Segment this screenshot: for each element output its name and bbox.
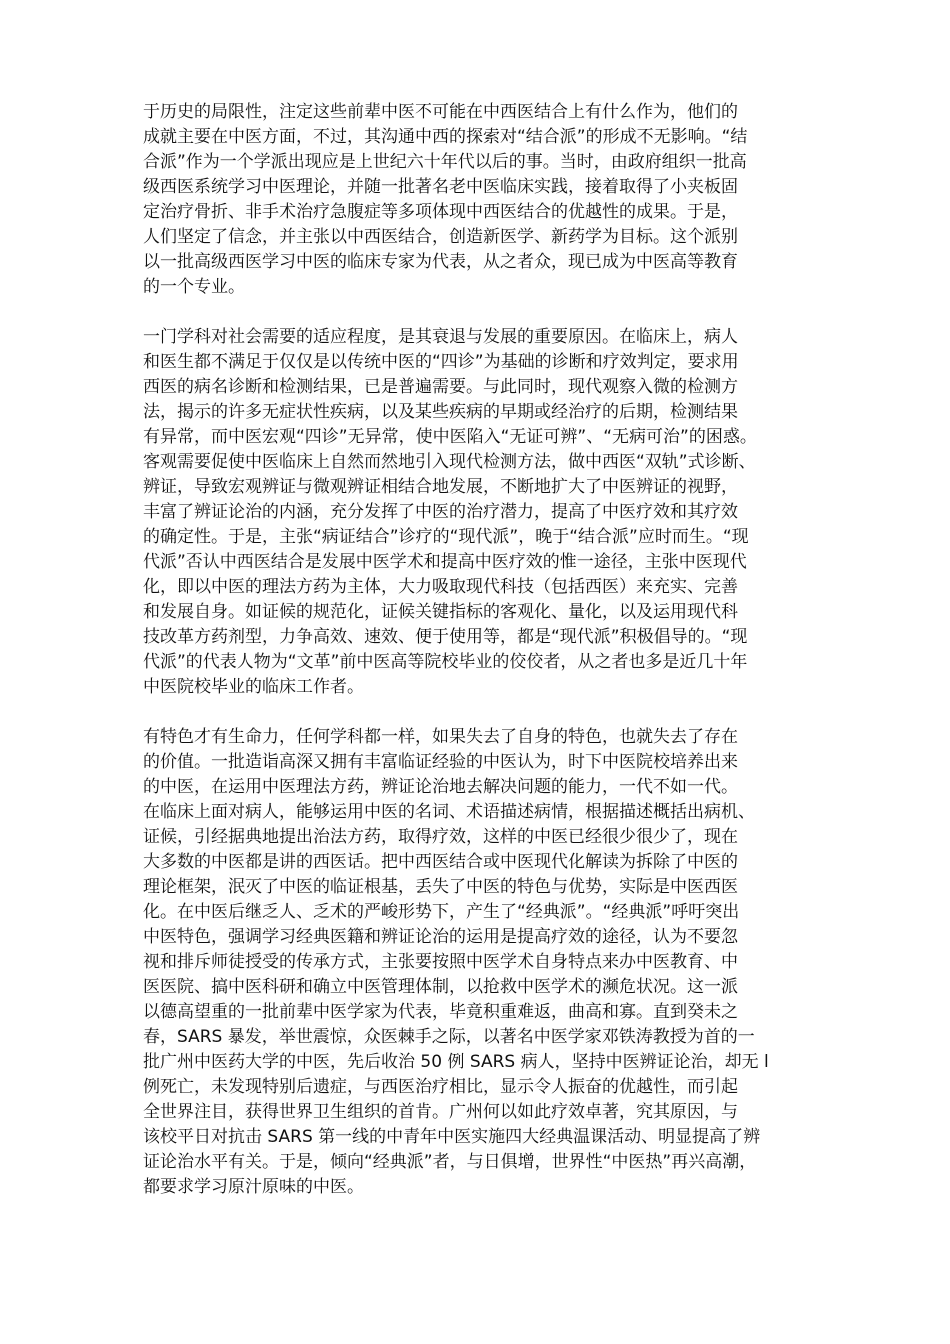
text-line: 以德高望重的一批前辈中医学家为代表，毕竟积重难返，曲高和寡。直到癸未之 bbox=[143, 1002, 738, 1022]
text-line: 春，SARS 暴发，举世震惊，众医棘手之际，以著名中医学家邓铁涛教授为首的一 bbox=[143, 1027, 755, 1047]
text-line: 大多数的中医都是讲的西医话。把中西医结合或中医现代化解读为拆除了中医的 bbox=[143, 852, 738, 872]
text-line: 批广州中医药大学的中医，先后收治 50 例 SARS 病人，坚持中医辨证论治，却无 l bbox=[143, 1052, 769, 1072]
text-line: 中医特色，强调学习经典医籍和辨证论治的运用是提高疗效的途径，认为不要忽 bbox=[143, 927, 738, 947]
paragraph bbox=[143, 100, 828, 300]
text-line: 的中医，在运用中医理法方药，辨证论治地去解决问题的能力，一代不如一代。 bbox=[143, 777, 738, 797]
text-line: 全世界注目，获得世界卫生组织的首肯。广州何以如此疗效卓著，究其原因，与 bbox=[143, 1102, 738, 1122]
text-line: 客观需要促使中医临床上自然而然地引入现代检测方法，做中西医“双轨”式诊断、 bbox=[143, 452, 756, 472]
document-body bbox=[143, 100, 828, 1225]
text-line: 和发展自身。如证候的规范化，证候关键指标的客观化、量化，以及运用现代科 bbox=[143, 602, 738, 622]
text-line: 代派”的代表人物为“文革”前中医高等院校毕业的佼佼者，从之者也多是近几十年 bbox=[143, 652, 748, 672]
text-line: 的一个专业。 bbox=[143, 277, 245, 297]
text-line: 成就主要在中医方面，不过，其沟通中西的探索对“结合派”的形成不无影响。“结 bbox=[143, 127, 748, 147]
text-line: 级西医系统学习中医理论，并随一批著名老中医临床实践，接着取得了小夹板固 bbox=[143, 177, 738, 197]
text-line: 的价值。一批造诣高深又拥有丰富临证经验的中医认为，时下中医院校培养出来 bbox=[143, 752, 738, 772]
text-line: 视和排斥师徒授受的传承方式，主张要按照中医学术自身特点来办中医教育、中 bbox=[143, 952, 738, 972]
paragraph bbox=[143, 325, 828, 700]
text-line: 以一批高级西医学习中医的临床专家为代表，从之者众，现已成为中医高等教育 bbox=[143, 252, 738, 272]
text-line: 一门学科对社会需要的适应程度，是其衰退与发展的重要原因。在临床上，病人 bbox=[143, 327, 738, 347]
text-line: 该校平日对抗击 SARS 第一线的中青年中医实施四大经典温课活动、明显提高了辨 bbox=[143, 1127, 761, 1147]
text-line: 有特色才有生命力，任何学科都一样，如果失去了自身的特色，也就失去了存在 bbox=[143, 727, 738, 747]
text-line: 于历史的局限性，注定这些前辈中医不可能在中西医结合上有什么作为，他们的 bbox=[143, 102, 738, 122]
text-line: 技改革方药剂型，力争高效、速效、便于使用等，都是“现代派”积极倡导的。“现 bbox=[143, 627, 748, 647]
text-line: 人们坚定了信念，并主张以中西医结合，创造新医学、新药学为目标。这个派别 bbox=[143, 227, 738, 247]
text-line: 有异常，而中医宏观“四诊”无异常，使中医陷入“无证可辨”、“无病可治”的困惑。 bbox=[143, 427, 757, 447]
text-line: 化。在中医后继乏人、乏术的严峻形势下，产生了“经典派”。“经典派”呼吁突出 bbox=[143, 902, 740, 922]
text-line: 证候，引经据典地提出治法方药，取得疗效，这样的中医已经很少很少了，现在 bbox=[143, 827, 738, 847]
text-line: 丰富了辨证论治的内涵，充分发挥了中医的治疗潜力，提高了中医疗效和其疗效 bbox=[143, 502, 738, 522]
text-line: 定治疗骨折、非手术治疗急腹症等多项体现中西医结合的优越性的成果。于是， bbox=[143, 202, 738, 222]
text-line: 证论治水平有关。于是，倾向“经典派”者，与日俱增，世界性“中医热”再兴高潮， bbox=[143, 1152, 757, 1172]
text-line: 医医院、搞中医科研和确立中医管理体制，以抢救中医学术的濒危状况。这一派 bbox=[143, 977, 738, 997]
text-line: 合派”作为一个学派出现应是上世纪六十年代以后的事。当时，由政府组织一批高 bbox=[143, 152, 747, 172]
paragraph bbox=[143, 725, 828, 1200]
text-line: 西医的病名诊断和检测结果，已是普遍需要。与此同时，现代观察入微的检测方 bbox=[143, 377, 738, 397]
text-line: 理论框架，泯灭了中医的临证根基，丢失了中医的特色与优势，实际是中医西医 bbox=[143, 877, 738, 897]
text-line: 代派”否认中西医结合是发展中医学术和提高中医疗效的惟一途径，主张中医现代 bbox=[143, 552, 747, 572]
text-line: 辨证，导致宏观辨证与微观辨证相结合地发展，不断地扩大了中医辨证的视野， bbox=[143, 477, 738, 497]
text-line: 都要求学习原汁原味的中医。 bbox=[143, 1177, 364, 1197]
text-line: 在临床上面对病人，能够运用中医的名词、术语描述病情，根据描述概括出病机、 bbox=[143, 802, 755, 822]
text-line: 例死亡，未发现特别后遗症，与西医治疗相比，显示令人振奋的优越性，而引起 bbox=[143, 1077, 738, 1097]
text-line: 化，即以中医的理法方药为主体，大力吸取现代科技（包括西医）来充实、完善 bbox=[143, 577, 738, 597]
text-line: 法，揭示的许多无症状性疾病，以及某些疾病的早期或经治疗的后期，检测结果 bbox=[143, 402, 738, 422]
text-line: 和医生都不满足于仅仅是以传统中医的“四诊”为基础的诊断和疗效判定，要求用 bbox=[143, 352, 739, 372]
text-line: 中医院校毕业的临床工作者。 bbox=[143, 677, 364, 697]
text-line: 的确定性。于是，主张“病证结合”诊疗的“现代派”，晚于“结合派”应时而生。“现 bbox=[143, 527, 749, 547]
